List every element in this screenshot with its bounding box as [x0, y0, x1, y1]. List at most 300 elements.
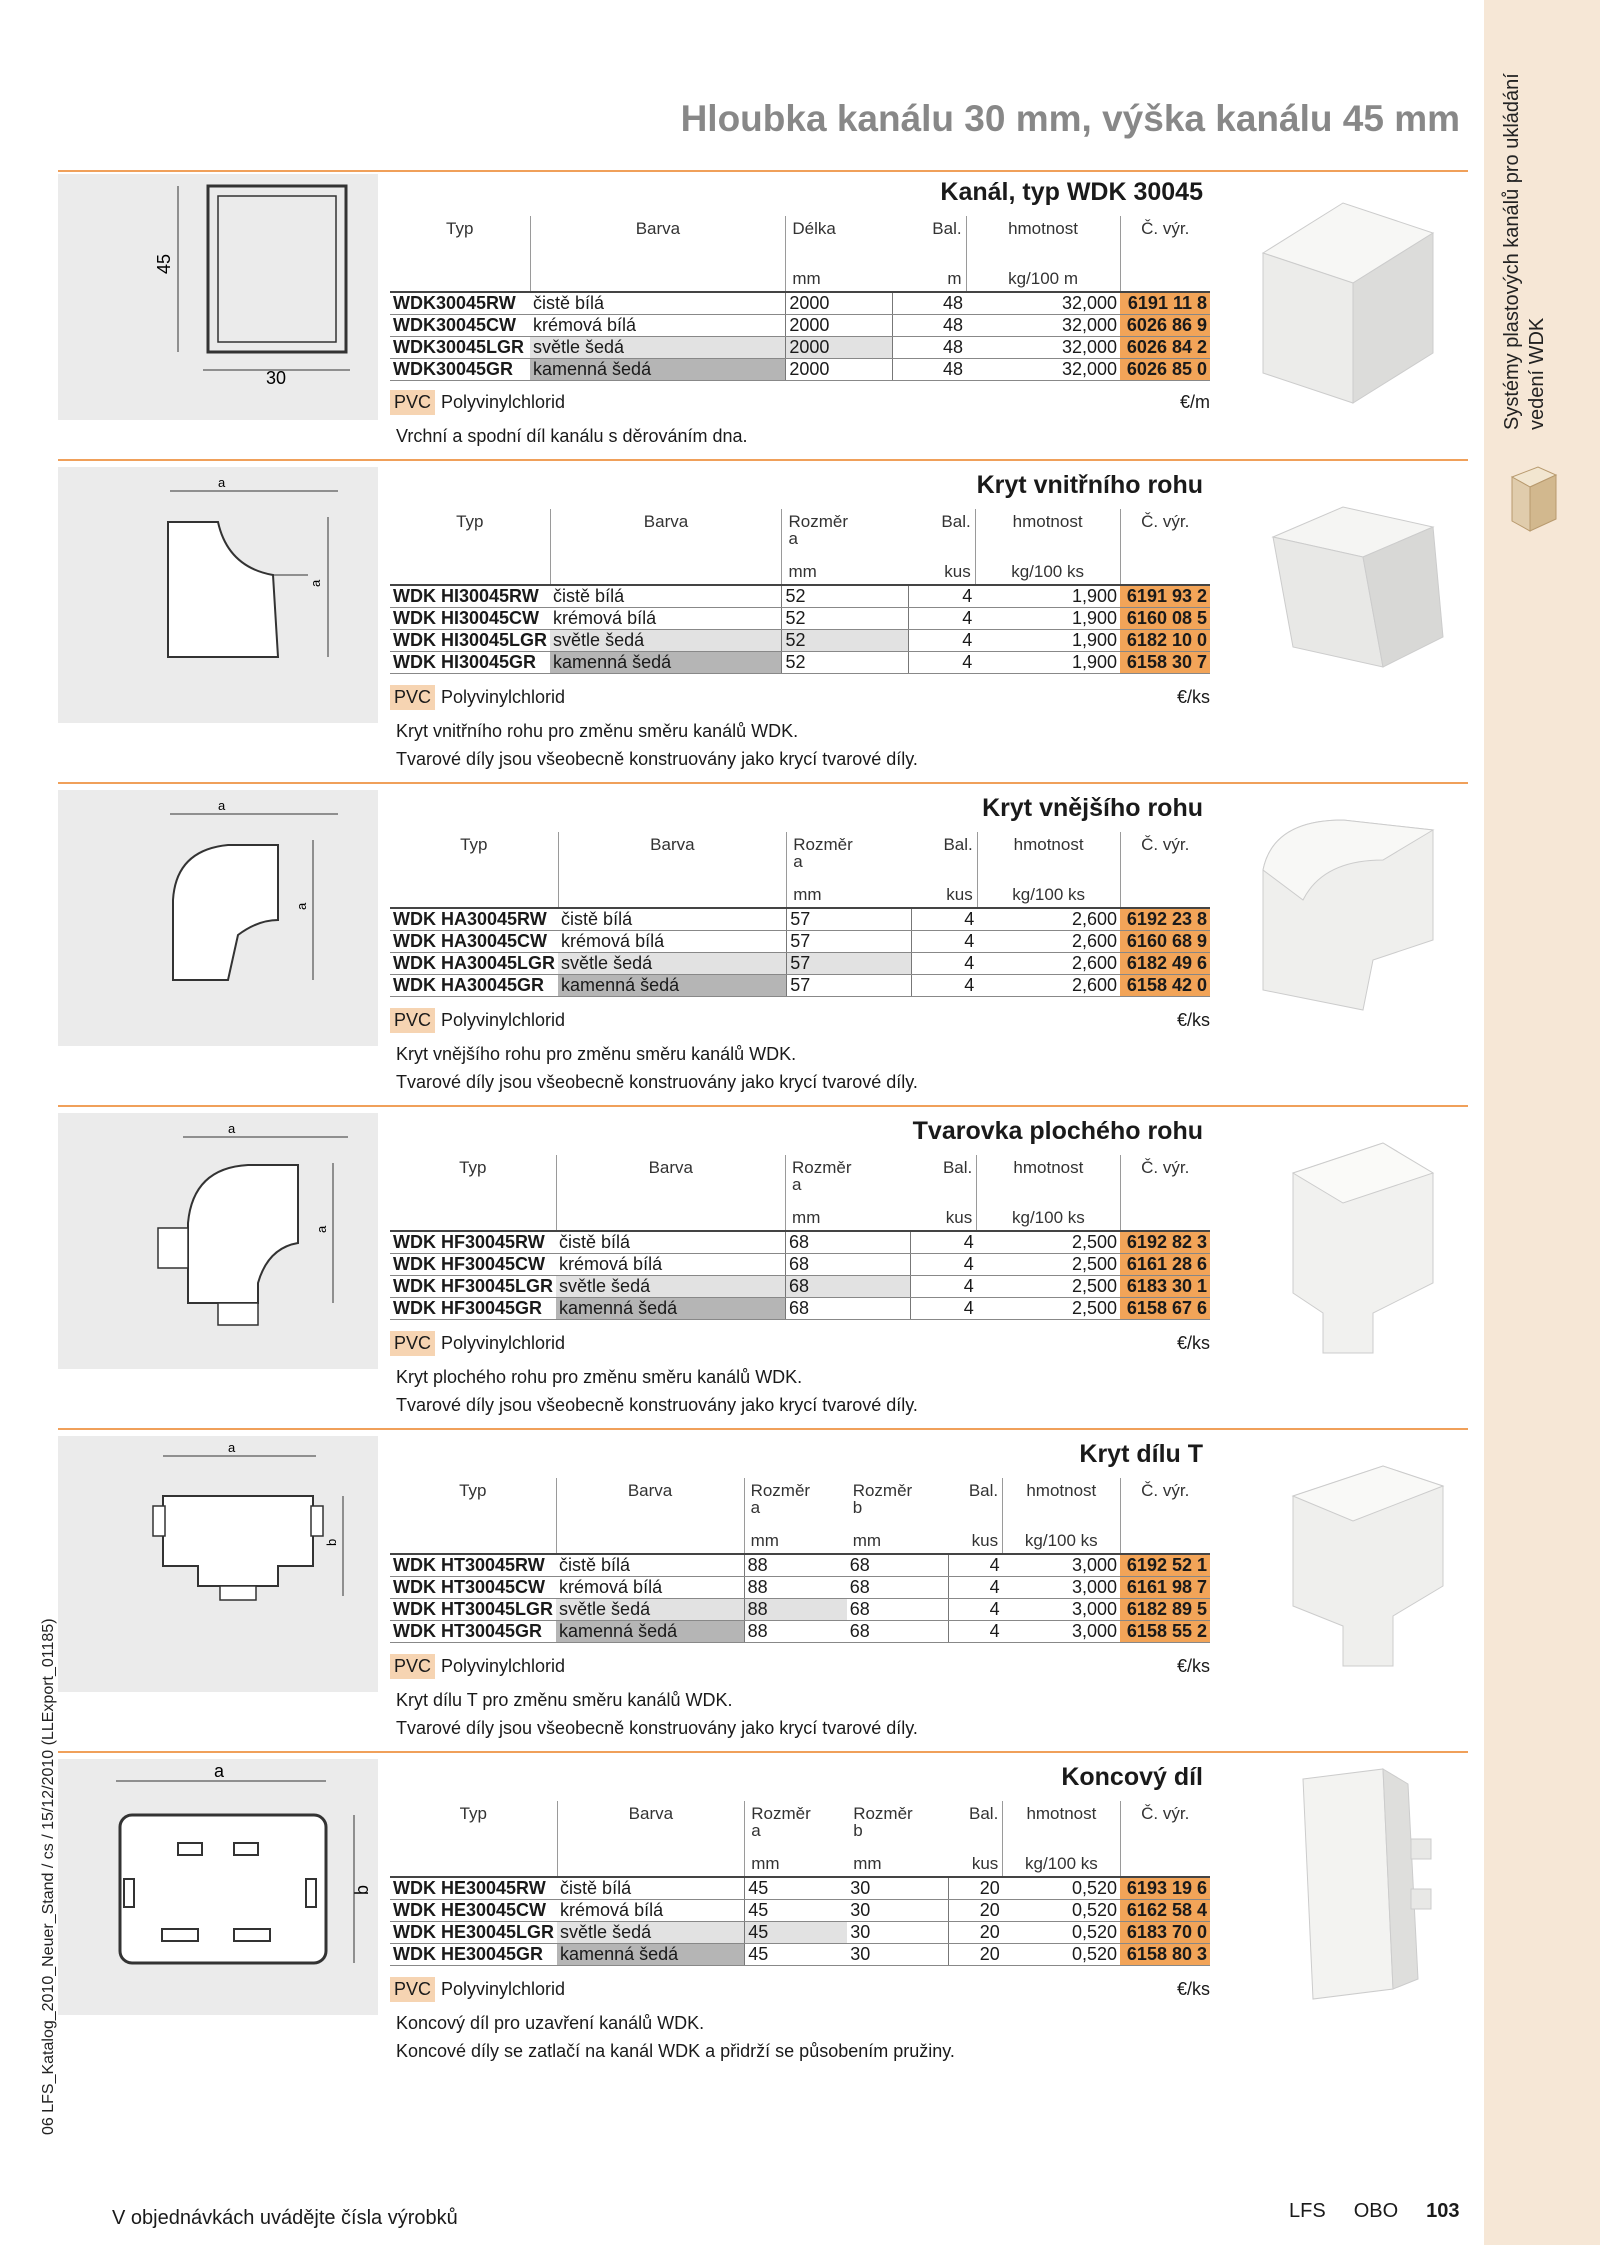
table-header-cell: Barva	[550, 509, 782, 555]
table-header-cell: Barva	[556, 1155, 786, 1201]
product-photo-t-piece	[1233, 1436, 1468, 1692]
table-cell: 57	[787, 953, 912, 975]
table-header-cell: hmotnost	[1003, 1801, 1120, 1847]
table-cell: 2000	[786, 315, 893, 337]
table-header-row	[390, 262, 1210, 292]
table-header-cell	[550, 555, 782, 585]
table-header-cell: Č. výr.	[1141, 835, 1190, 854]
product-photo-channel	[1233, 180, 1468, 436]
table-cell: čistě bílá	[556, 1554, 744, 1577]
table-cell: 4	[949, 1599, 1003, 1621]
table-header-row	[390, 1524, 1210, 1554]
table-cell: 45	[745, 1900, 847, 1922]
table-cell: 4	[949, 1621, 1003, 1643]
table-header-cell	[1120, 1847, 1210, 1877]
table-row	[390, 292, 1210, 315]
table-cell: WDK HI30045GR	[390, 652, 550, 674]
table-header-cell: hmotnost	[977, 1155, 1120, 1201]
table-cell: WDK HE30045LGR	[390, 1922, 557, 1944]
table-cell: 68	[786, 1276, 911, 1298]
table-header-cell: Typ	[390, 1155, 556, 1201]
table-header-cell: kg/100 m	[966, 262, 1120, 292]
table-header-row	[390, 216, 1210, 262]
section-title: Tvarovka plochého rohu	[912, 1117, 1203, 1145]
table-header-cell: Bal.	[912, 832, 978, 878]
table-header-cell	[390, 262, 530, 292]
table-cell: 88	[744, 1577, 847, 1599]
table-header-cell	[1120, 262, 1210, 292]
table-cell: 2000	[786, 359, 893, 381]
table-header-cell: Rozměr a	[788, 512, 848, 548]
table-row	[390, 315, 1210, 337]
table-cell: 88	[744, 1599, 847, 1621]
table-cell: WDK30045CW	[390, 315, 530, 337]
table-cell: 1,900	[975, 652, 1120, 674]
table-cell: 52	[782, 630, 909, 652]
page-title: Hloubka kanálu 30 mm, výška kanálu 45 mm	[680, 98, 1460, 139]
description: Kryt dílu T pro změnu směru kanálů WDK. Tvarové díly jsou všeobecně konstruovány jako krycí tvarové díly.	[396, 1690, 918, 1738]
table-cell: 45	[745, 1922, 847, 1944]
table-cell: 3,000	[1003, 1621, 1120, 1643]
table-header-cell: mm	[787, 878, 912, 908]
table-cell: 6192 82 3	[1120, 1231, 1210, 1254]
table-row	[390, 608, 1210, 630]
table-cell: WDK HI30045CW	[390, 608, 550, 630]
table-cell: 6160 68 9	[1120, 931, 1210, 953]
table-cell: 6183 70 0	[1120, 1922, 1210, 1944]
table-cell: 1,900	[975, 630, 1120, 652]
drawing-inner-corner	[58, 467, 378, 723]
table-header-cell: mm	[786, 1201, 911, 1231]
table-header-cell	[1120, 555, 1210, 585]
table-cell: 68	[847, 1577, 949, 1599]
table-header-row	[390, 1847, 1210, 1877]
table-cell: 2,500	[977, 1276, 1120, 1298]
table-row	[390, 953, 1210, 975]
table-cell: 52	[782, 608, 909, 630]
table-cell: 0,520	[1003, 1944, 1120, 1966]
table-header-cell	[557, 1847, 745, 1877]
product-table	[390, 832, 1210, 997]
table-cell: 57	[787, 975, 912, 997]
product-table	[390, 1155, 1210, 1320]
section-title: Kanál, typ WDK 30045	[940, 178, 1203, 206]
table-cell: 6158 42 0	[1120, 975, 1210, 997]
table-cell: 6158 80 3	[1120, 1944, 1210, 1966]
table-header-cell: kus	[949, 1524, 1003, 1554]
table-cell: čistě bílá	[556, 1231, 786, 1254]
table-row	[390, 1577, 1210, 1599]
table-header-cell: mm	[847, 1524, 949, 1554]
table-cell: čistě bílá	[550, 585, 782, 608]
table-cell: 88	[744, 1621, 847, 1643]
table-row	[390, 975, 1210, 997]
table-cell: WDK HI30045LGR	[390, 630, 550, 652]
table-cell: 4	[911, 1276, 977, 1298]
description: Kryt plochého rohu pro změnu směru kanálů WDK. Tvarové díly jsou všeobecně konstruovány jako krycí tvarové díly.	[396, 1367, 918, 1415]
table-cell: 68	[786, 1298, 911, 1320]
table-header-cell: Typ	[390, 1478, 556, 1524]
table-header-cell	[1120, 878, 1210, 908]
table-header-cell	[556, 1524, 744, 1554]
svg-text:a: a	[228, 1121, 236, 1136]
table-cell: kamenná šedá	[550, 652, 782, 674]
table-row	[390, 1877, 1210, 1900]
drawing-end-piece	[58, 1759, 378, 2015]
table-cell: čistě bílá	[558, 908, 787, 931]
table-cell: WDK HE30045GR	[390, 1944, 557, 1966]
table-header-cell: kg/100 ks	[1003, 1847, 1120, 1877]
table-cell: 52	[782, 585, 909, 608]
product-photo-inner-corner	[1233, 467, 1468, 723]
table-cell: 3,000	[1003, 1554, 1120, 1577]
table-header-cell: Bal.	[909, 509, 976, 555]
table-cell: 52	[782, 652, 909, 674]
table-header-cell: Bal.	[949, 1478, 1003, 1524]
table-cell: světle šedá	[556, 1599, 744, 1621]
table-header-cell	[390, 1847, 557, 1877]
table-cell: WDK HA30045GR	[390, 975, 558, 997]
material-line: PVC Polyvinylchlorid €/ks	[390, 1977, 1210, 2007]
table-cell: kamenná šedá	[558, 975, 787, 997]
table-header-cell	[390, 1524, 556, 1554]
table-header-cell: mm	[744, 1524, 847, 1554]
table-cell: WDK HA30045LGR	[390, 953, 558, 975]
table-cell: 20	[949, 1877, 1003, 1900]
side-thumbnail	[1508, 465, 1560, 533]
vertical-catalog-code: 06 LFS_Katalog_2010_Neuer_Stand / cs / 15/12/2010 (LLExport_01185)	[40, 1618, 57, 2135]
table-cell: 48	[893, 359, 967, 381]
table-cell: 6158 55 2	[1120, 1621, 1210, 1643]
table-cell: čistě bílá	[557, 1877, 745, 1900]
svg-text:b: b	[352, 1884, 372, 1895]
table-header-cell: Č. výr.	[1141, 512, 1190, 531]
table-header-cell	[1120, 1524, 1210, 1554]
table-cell: 4	[949, 1577, 1003, 1599]
table-cell: 32,000	[966, 315, 1120, 337]
svg-text:a: a	[294, 902, 309, 910]
section-divider	[58, 170, 1468, 172]
table-cell: 2,500	[977, 1231, 1120, 1254]
table-header-row	[390, 1201, 1210, 1231]
table-row	[390, 1621, 1210, 1643]
table-cell: 6026 86 9	[1120, 315, 1210, 337]
table-row	[390, 1254, 1210, 1276]
table-header-cell: Délka	[792, 219, 836, 238]
table-cell: 4	[912, 975, 978, 997]
table-cell: 2,500	[977, 1254, 1120, 1276]
material-line: PVC Polyvinylchlorid €/ks	[390, 685, 1210, 715]
table-cell: 6192 23 8	[1120, 908, 1210, 931]
table-cell: 2,600	[977, 908, 1120, 931]
table-header-cell: Č. výr.	[1141, 1804, 1190, 1823]
table-cell: 30	[847, 1922, 949, 1944]
table-header-row	[390, 1155, 1210, 1201]
section-divider	[58, 459, 1468, 461]
table-cell: WDK HT30045RW	[390, 1554, 556, 1577]
table-header-cell: kus	[911, 1201, 977, 1231]
table-cell: 6158 67 6	[1120, 1298, 1210, 1320]
table-cell: 30	[847, 1900, 949, 1922]
table-cell: 48	[893, 292, 967, 315]
svg-text:a: a	[308, 579, 323, 587]
table-header-cell: Č. výr.	[1141, 1158, 1190, 1177]
table-cell: kamenná šedá	[556, 1298, 786, 1320]
table-header-cell: Rozměr a	[792, 1158, 852, 1194]
table-header-cell: Rozměr b	[853, 1804, 913, 1840]
svg-text:b: b	[324, 1538, 339, 1546]
section-divider	[58, 1428, 1468, 1430]
table-cell: WDK HI30045RW	[390, 585, 550, 608]
table-cell: 4	[912, 953, 978, 975]
table-row	[390, 630, 1210, 652]
table-header-cell: hmotnost	[1003, 1478, 1120, 1524]
table-cell: 6026 84 2	[1120, 337, 1210, 359]
table-cell: 68	[847, 1599, 949, 1621]
table-cell: 68	[847, 1554, 949, 1577]
table-header-cell: kus	[912, 878, 978, 908]
product-photo-outer-corner	[1233, 790, 1468, 1046]
table-header-cell	[1120, 1201, 1210, 1231]
table-header-row	[390, 555, 1210, 585]
table-cell: světle šedá	[550, 630, 782, 652]
table-header-cell: kg/100 ks	[977, 878, 1120, 908]
side-label: Systémy plastových kanálů pro ukládání vedení WDK	[1501, 73, 1548, 430]
svg-text:a: a	[214, 1761, 225, 1781]
material-line: PVC Polyvinylchlorid €/ks	[390, 1654, 1210, 1684]
table-cell: WDK HE30045CW	[390, 1900, 557, 1922]
table-header-cell	[390, 878, 558, 908]
svg-text:a: a	[228, 1440, 236, 1455]
table-cell: 4	[911, 1254, 977, 1276]
table-cell: 32,000	[966, 337, 1120, 359]
table-header-cell: hmotnost	[977, 832, 1120, 878]
table-cell: 57	[787, 908, 912, 931]
table-cell: 3,000	[1003, 1577, 1120, 1599]
table-row	[390, 1554, 1210, 1577]
table-header-cell: Barva	[557, 1801, 745, 1847]
table-header-cell: Typ	[390, 1801, 557, 1847]
material-line: PVC Polyvinylchlorid €/ks	[390, 1331, 1210, 1361]
table-header-cell	[390, 1201, 556, 1231]
table-cell: 4	[912, 908, 978, 931]
table-cell: 68	[847, 1621, 949, 1643]
table-cell: 32,000	[966, 292, 1120, 315]
table-row	[390, 1276, 1210, 1298]
table-row	[390, 652, 1210, 674]
table-row	[390, 931, 1210, 953]
table-header-cell: Č. výr.	[1141, 1481, 1190, 1500]
table-cell: 57	[787, 931, 912, 953]
table-cell: 2000	[786, 292, 893, 315]
table-header-cell: Bal.	[911, 1155, 977, 1201]
table-row	[390, 1599, 1210, 1621]
table-header-cell: Bal.	[949, 1801, 1003, 1847]
table-row	[390, 585, 1210, 608]
table-cell: 6182 10 0	[1120, 630, 1210, 652]
table-header-cell: Č. výr.	[1141, 219, 1190, 238]
table-header-cell: m	[893, 262, 967, 292]
table-cell: 4	[911, 1298, 977, 1320]
table-cell: 6182 89 5	[1120, 1599, 1210, 1621]
svg-text:a: a	[218, 798, 226, 813]
table-cell: světle šedá	[558, 953, 787, 975]
table-cell: 6161 28 6	[1120, 1254, 1210, 1276]
table-header-cell: Bal.	[893, 216, 967, 262]
table-row	[390, 908, 1210, 931]
svg-text:a: a	[218, 475, 226, 490]
section-title: Kryt dílu T	[1079, 1440, 1203, 1468]
table-cell: krémová bílá	[550, 608, 782, 630]
table-header-cell: mm	[847, 1847, 949, 1877]
table-header-cell: kg/100 ks	[1003, 1524, 1120, 1554]
table-header-cell: kus	[909, 555, 976, 585]
footer-note: V objednávkách uvádějte čísla výrobků	[112, 2207, 458, 2229]
table-cell: 6162 58 4	[1120, 1900, 1210, 1922]
table-cell: 6158 30 7	[1120, 652, 1210, 674]
section-title: Kryt vnitřního rohu	[976, 471, 1203, 499]
table-cell: 20	[949, 1922, 1003, 1944]
table-cell: WDK HF30045GR	[390, 1298, 556, 1320]
description: Vrchní a spodní díl kanálu s děrováním dna.	[396, 426, 748, 446]
table-header-cell: Typ	[390, 832, 558, 878]
table-cell: WDK30045GR	[390, 359, 530, 381]
drawing-flat-corner	[58, 1113, 378, 1369]
material-line: PVC Polyvinylchlorid €/ks	[390, 1008, 1210, 1038]
table-cell: 6026 85 0	[1120, 359, 1210, 381]
table-cell: 4	[912, 931, 978, 953]
dim-label-height: 45	[154, 253, 174, 274]
table-cell: WDK30045LGR	[390, 337, 530, 359]
product-table	[390, 1801, 1210, 1966]
table-cell: 2,600	[977, 953, 1120, 975]
table-cell: WDK HA30045CW	[390, 931, 558, 953]
section-divider	[58, 782, 1468, 784]
table-cell: 1,900	[975, 608, 1120, 630]
drawing-outer-corner	[58, 790, 378, 1046]
svg-text:a: a	[314, 1225, 329, 1233]
table-cell: 48	[893, 315, 967, 337]
table-cell: 68	[786, 1254, 911, 1276]
table-cell: 4	[949, 1554, 1003, 1577]
table-cell: WDK HF30045RW	[390, 1231, 556, 1254]
material-line: PVC Polyvinylchlorid €/m	[390, 390, 1210, 420]
table-cell: 4	[909, 585, 976, 608]
table-cell: světle šedá	[530, 337, 786, 359]
section-title: Kryt vnějšího rohu	[982, 794, 1203, 822]
table-cell: WDK30045RW	[390, 292, 530, 315]
table-cell: čistě bílá	[530, 292, 786, 315]
table-cell: 6192 52 1	[1120, 1554, 1210, 1577]
table-cell: 6191 93 2	[1120, 585, 1210, 608]
table-cell: 45	[745, 1877, 847, 1900]
table-cell: WDK HT30045GR	[390, 1621, 556, 1643]
table-header-row	[390, 1801, 1210, 1847]
drawing-t-piece	[58, 1436, 378, 1692]
table-cell: WDK HT30045CW	[390, 1577, 556, 1599]
table-cell: kamenná šedá	[530, 359, 786, 381]
table-cell: 68	[786, 1231, 911, 1254]
table-cell: 32,000	[966, 359, 1120, 381]
table-cell: WDK HF30045LGR	[390, 1276, 556, 1298]
table-cell: 2,600	[977, 931, 1120, 953]
table-cell: světle šedá	[557, 1922, 745, 1944]
table-cell: 88	[744, 1554, 847, 1577]
table-cell: 4	[909, 630, 976, 652]
table-cell: WDK HF30045CW	[390, 1254, 556, 1276]
table-cell: krémová bílá	[556, 1577, 744, 1599]
table-header-cell	[558, 878, 787, 908]
table-header-cell: mm	[745, 1847, 847, 1877]
table-header-cell: Typ	[390, 216, 530, 262]
product-photo-flat-corner	[1233, 1113, 1468, 1369]
table-cell: 6193 19 6	[1120, 1877, 1210, 1900]
table-header-row	[390, 878, 1210, 908]
table-row	[390, 337, 1210, 359]
table-header-cell: kg/100 ks	[977, 1201, 1120, 1231]
table-cell: 6160 08 5	[1120, 608, 1210, 630]
table-header-row	[390, 509, 1210, 555]
table-cell: 45	[745, 1944, 847, 1966]
table-cell: krémová bílá	[556, 1254, 786, 1276]
table-cell: WDK HA30045RW	[390, 908, 558, 931]
table-cell: 30	[847, 1944, 949, 1966]
table-cell: 6183 30 1	[1120, 1276, 1210, 1298]
table-cell: 4	[909, 608, 976, 630]
table-header-row	[390, 832, 1210, 878]
product-table	[390, 1478, 1210, 1643]
table-cell: 6191 11 8	[1120, 292, 1210, 315]
description: Koncový díl pro uzavření kanálů WDK. Koncové díly se zatlačí na kanál WDK a přidrží se působením pružiny.	[396, 2013, 955, 2061]
table-header-row	[390, 1478, 1210, 1524]
table-header-cell: Typ	[390, 509, 550, 555]
table-cell: 30	[847, 1877, 949, 1900]
table-cell: kamenná šedá	[557, 1944, 745, 1966]
table-header-cell: Rozměr a	[751, 1804, 811, 1840]
table-header-cell: Rozměr a	[793, 835, 853, 871]
table-cell: 0,520	[1003, 1877, 1120, 1900]
table-cell: 1,900	[975, 585, 1120, 608]
table-cell: 48	[893, 337, 967, 359]
section-divider	[58, 1751, 1468, 1753]
table-row	[390, 1900, 1210, 1922]
table-header-cell: Barva	[556, 1478, 744, 1524]
table-cell: 0,520	[1003, 1900, 1120, 1922]
table-header-cell: kg/100 ks	[975, 555, 1120, 585]
table-row	[390, 1298, 1210, 1320]
description: Kryt vnitřního rohu pro změnu směru kanálů WDK. Tvarové díly jsou všeobecně konstruovány jako krycí tvarové díly.	[396, 721, 918, 769]
table-header-cell: Rozměr b	[852, 1481, 913, 1517]
table-row	[390, 359, 1210, 381]
product-table	[390, 216, 1210, 381]
section-title: Koncový díl	[1061, 1763, 1203, 1791]
table-header-cell: Barva	[530, 216, 786, 262]
table-cell: krémová bílá	[530, 315, 786, 337]
table-row	[390, 1231, 1210, 1254]
page-number: 103	[1426, 2200, 1460, 2222]
table-cell: 4	[909, 652, 976, 674]
table-cell: 2,500	[977, 1298, 1120, 1320]
table-header-cell	[530, 262, 786, 292]
footer-brand: LFS OBO 103	[1289, 2200, 1460, 2222]
section-divider	[58, 1105, 1468, 1107]
description: Kryt vnějšího rohu pro změnu směru kanálů WDK. Tvarové díly jsou všeobecně konstruovány jako krycí tvarové díly.	[396, 1044, 918, 1092]
table-header-cell: Barva	[558, 832, 787, 878]
table-cell: WDK HT30045LGR	[390, 1599, 556, 1621]
table-cell: krémová bílá	[558, 931, 787, 953]
table-header-cell: hmotnost	[975, 509, 1120, 555]
product-table	[390, 509, 1210, 674]
